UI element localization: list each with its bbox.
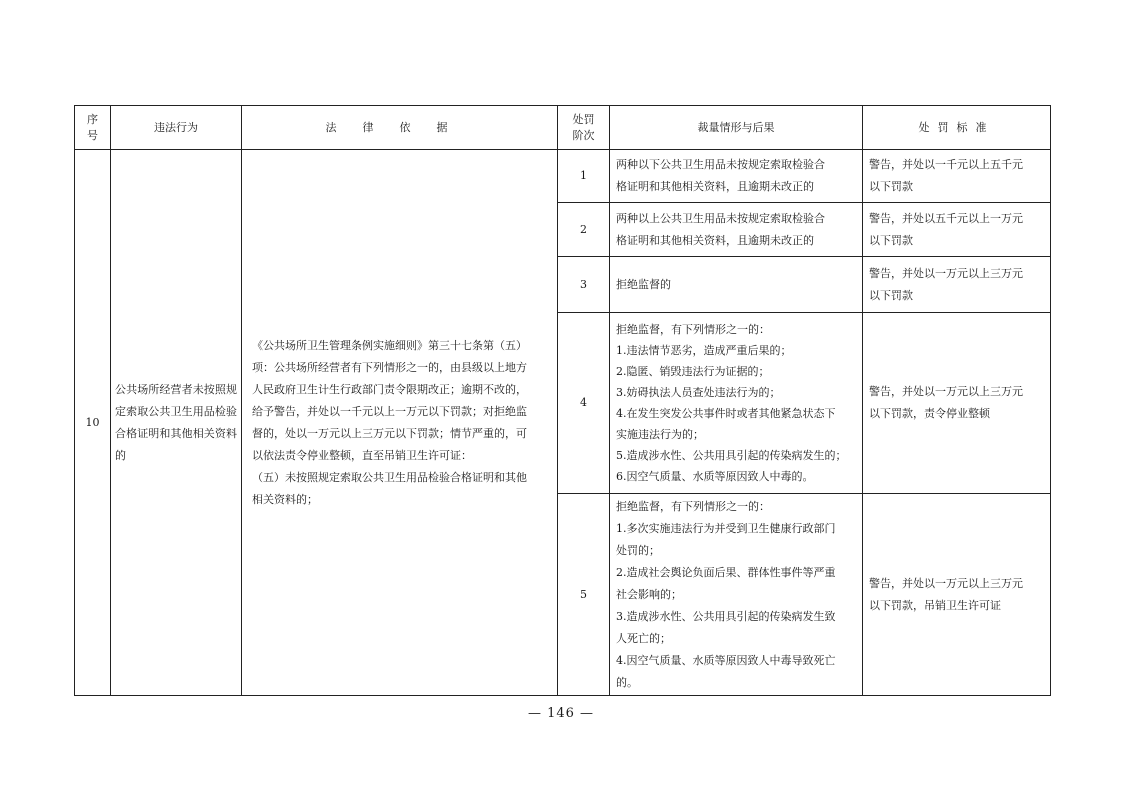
stage-circumstance	[610, 313, 863, 494]
circumstance-line: 拒绝监督，有下列情形之一的：	[616, 323, 770, 336]
basis-line: 督的，处以一万元以上三万元以下罚款；情节严重的，可	[252, 426, 527, 440]
circumstance-line: 处罚的；	[616, 543, 660, 557]
stage-num: 3	[558, 257, 610, 313]
standard-line: 以下罚款	[869, 288, 913, 302]
standard-line: 警告，并处以一万元以上三万元	[869, 266, 1023, 280]
stage-circumstance	[610, 203, 863, 257]
header-basis-label: 法律依据	[325, 120, 474, 134]
standard-line: 以下罚款，吊销卫生许可证	[869, 598, 1001, 612]
standard-line: 警告，并处以一万元以上三万元	[869, 576, 1023, 590]
header-idx-label: 序号	[87, 112, 98, 142]
standard-line: 警告，并处以一千元以上五千元	[869, 158, 1023, 171]
standard-line: 以下罚款，责令停业整顿	[869, 407, 990, 420]
row-act: 公共场所经营者未按照规定索取公共卫生用品检验合格证明和其他相关资料的	[111, 150, 242, 696]
stage-standard	[863, 313, 1051, 494]
circumstance-line: 两种以上公共卫生用品未按规定索取检验合	[616, 211, 825, 225]
circumstance-line: 人死亡的；	[616, 631, 671, 645]
stage-num: 5	[558, 494, 610, 696]
circumstance-line: 2.造成社会舆论负面后果、群体性事件等严重	[616, 565, 836, 579]
standard-line: 警告，并处以一万元以上三万元	[869, 385, 1023, 398]
stage-num: 4	[558, 313, 610, 494]
circumstance-line: 3.妨碍执法人员查处违法行为的；	[616, 386, 781, 399]
circumstance-line: 1.违法情节恶劣，造成严重后果的；	[616, 344, 792, 357]
basis-line: 《公共场所卫生管理条例实施细则》第三十七条第（五）	[252, 338, 527, 352]
header-standard-label: 处罚标准	[918, 120, 995, 134]
stage-num: 2	[558, 203, 610, 257]
header-stage-label: 处罚阶次	[572, 112, 595, 142]
penalty-table	[74, 105, 1051, 696]
standard-line: 以下罚款	[869, 180, 913, 193]
stage-circumstance	[610, 494, 863, 696]
header-row	[75, 106, 1051, 150]
stage-standard	[863, 203, 1051, 257]
row-idx: 10	[75, 150, 111, 696]
stage-circumstance	[610, 257, 863, 313]
row-basis	[242, 150, 558, 696]
basis-line: 项：公共场所经营者有下列情形之一的，由县级以上地方	[252, 360, 527, 374]
header-act-label: 违法行为	[154, 120, 198, 134]
circumstance-line: 2.隐匿、销毁违法行为证据的；	[616, 365, 770, 378]
circumstance-line: 两种以下公共卫生用品未按规定索取检验合	[616, 158, 825, 171]
header-standard	[863, 106, 1051, 150]
basis-line: 相关资料的；	[252, 492, 318, 506]
stage-row-1	[75, 150, 1051, 203]
stage-standard	[863, 494, 1051, 696]
header-idx	[75, 106, 111, 150]
circumstance-line: 4.在发生突发公共事件时或者其他紧急状态下	[616, 407, 836, 420]
circumstance-line: 1.多次实施违法行为并受到卫生健康行政部门	[616, 521, 836, 535]
circumstance-line: 4.因空气质量、水质等原因致人中毒导致死亡	[616, 653, 836, 667]
header-circumstance-label: 裁量情形与后果	[697, 120, 775, 134]
circumstance-line: 拒绝监督的	[616, 277, 671, 291]
standard-line: 以下罚款	[869, 233, 913, 247]
stage-num: 1	[558, 150, 610, 203]
basis-line: 给予警告，并处以一千元以上一万元以下罚款；对拒绝监	[252, 404, 527, 418]
stage-standard	[863, 150, 1051, 203]
header-stage	[558, 106, 610, 150]
circumstance-line: 的。	[616, 675, 638, 689]
basis-line: （五）未按照规定索取公共卫生用品检验合格证明和其他	[252, 470, 527, 484]
basis-line: 人民政府卫生计生行政部门责令限期改正；逾期不改的，	[252, 382, 527, 396]
basis-line: 以依法责令停业整顿，直至吊销卫生许可证：	[252, 448, 472, 462]
stage-standard	[863, 257, 1051, 313]
header-basis	[242, 106, 558, 150]
circumstance-line: 格证明和其他相关资料，且逾期未改正的	[616, 233, 814, 247]
page-number: — 146 —	[527, 706, 595, 721]
circumstance-line: 社会影响的；	[616, 587, 682, 601]
header-circumstance	[610, 106, 863, 150]
circumstance-line: 拒绝监督，有下列情形之一的：	[616, 499, 770, 513]
circumstance-line: 实施违法行为的；	[616, 428, 704, 441]
stage-circumstance	[610, 150, 863, 203]
header-act	[111, 106, 242, 150]
circumstance-line: 6.因空气质量、水质等原因致人中毒的。	[616, 470, 814, 483]
circumstance-line: 3.造成涉水性、公共用具引起的传染病发生致	[616, 609, 836, 623]
circumstance-line: 5.造成涉水性、公共用具引起的传染病发生的；	[616, 449, 847, 462]
circumstance-line: 格证明和其他相关资料，且逾期未改正的	[616, 180, 814, 193]
standard-line: 警告，并处以五千元以上一万元	[869, 211, 1023, 225]
